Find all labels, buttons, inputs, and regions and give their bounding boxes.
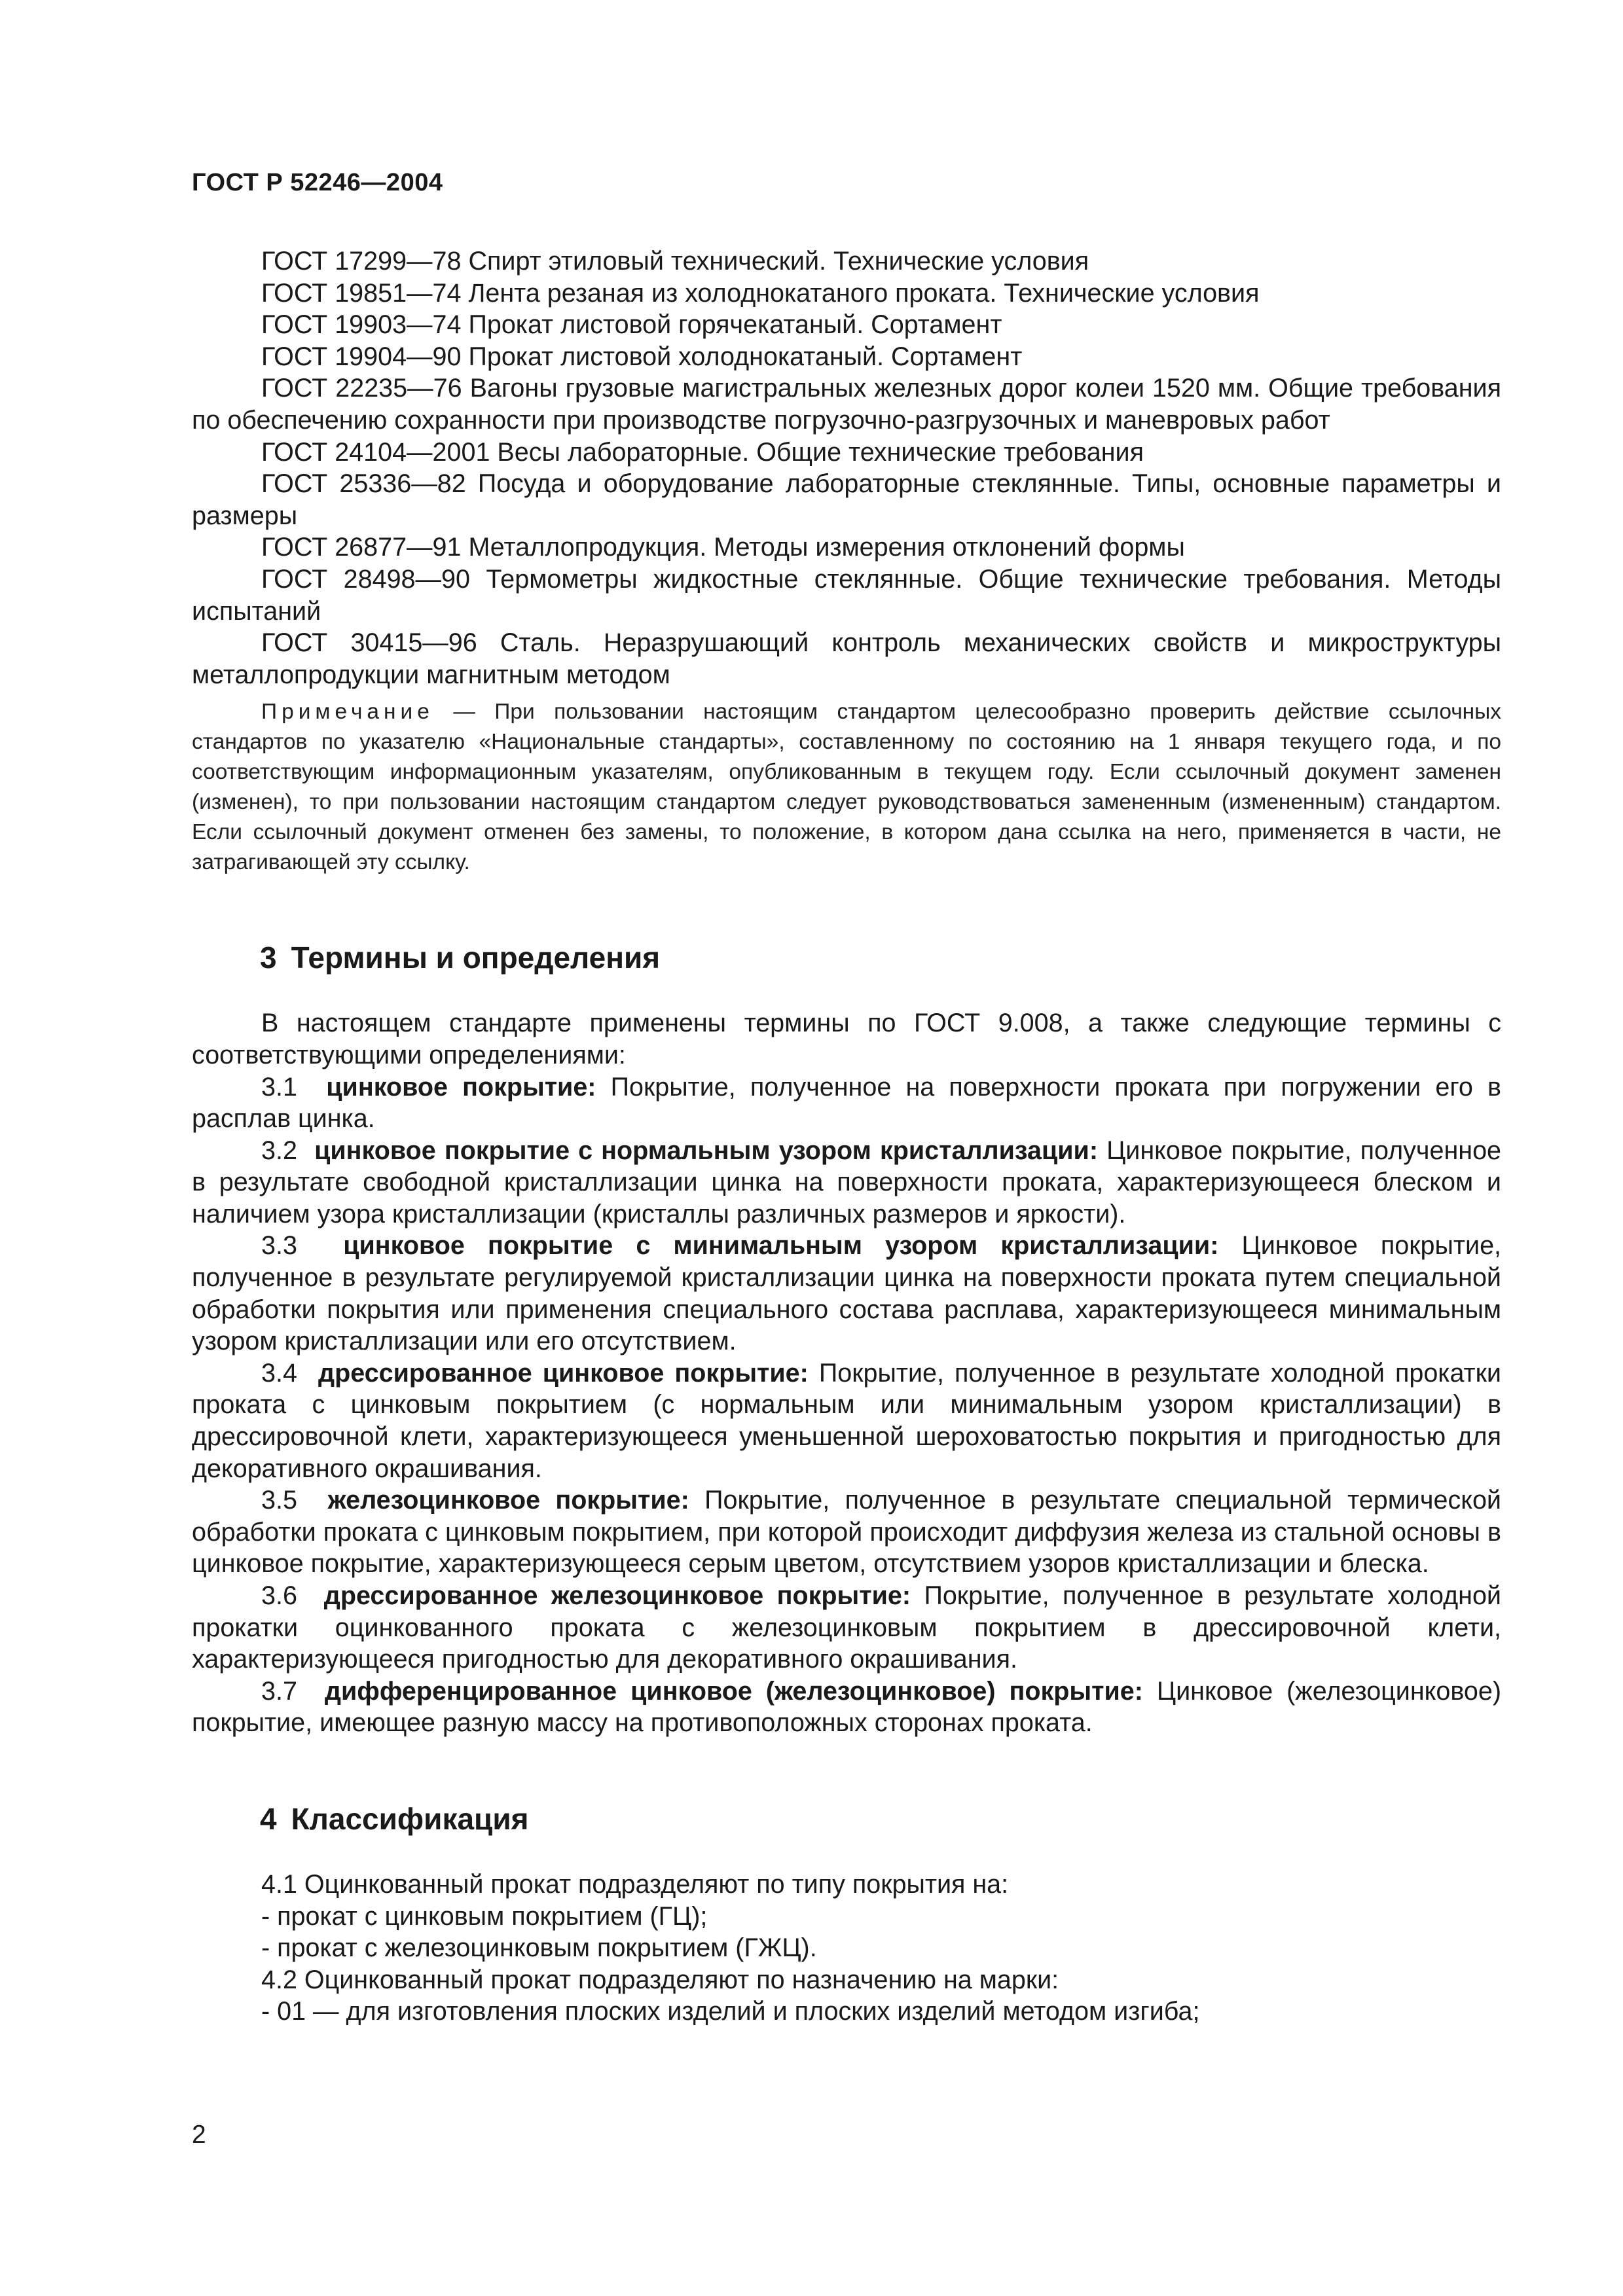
- reference-item: ГОСТ 26877—91 Металлопродукция. Методы измерения отклонений формы: [261, 533, 1185, 562]
- reference-item: ГОСТ 25336—82 Посуда и оборудование лабораторные стеклянные. Типы, основные параметры и размеры: [192, 469, 1501, 530]
- term-name: дрессированное цинковое покрытие:: [318, 1358, 809, 1388]
- term-number: 3.1: [261, 1072, 297, 1102]
- term-name: дрессированное железоцинковое покрытие:: [323, 1581, 911, 1610]
- note-label: Примечание: [261, 700, 434, 725]
- term-definition: [192, 1580, 1501, 1676]
- section-3-intro: В настоящем стандарте применены термины по ГОСТ 9.008, а также следующие термины с соответствующими определениями:: [192, 1009, 1501, 1069]
- term-name: дифференцированное цинковое (железоцинковое) покрытие:: [324, 1676, 1143, 1706]
- reference-item: ГОСТ 22235—76 Вагоны грузовые магистральных железных дорог колеи 1520 мм. Общие требования по обеспечению сохранности при производстве погрузочно-разгрузочных и маневровых работ: [192, 374, 1501, 435]
- reference-item: ГОСТ 19903—74 Прокат листовой горячекатаный. Сортамент: [261, 310, 1002, 340]
- term-name: цинковое покрытие с минимальным узором кристаллизации:: [343, 1231, 1219, 1261]
- page-header: ГОСТ Р 52246—2004: [192, 169, 443, 196]
- page-number: 2: [192, 2121, 206, 2149]
- term-number: 3.2: [261, 1136, 297, 1165]
- reference-item: ГОСТ 19904—90 Прокат листовой холоднокатаный. Сортамент: [261, 342, 1023, 371]
- section-4-heading: [260, 1801, 1501, 1837]
- classification-line: - 01 — для изготовления плоских изделий и плоских изделий методом изгиба;: [261, 1997, 1200, 2026]
- reference-item: ГОСТ 19851—74 Лента резаная из холоднокатаного проката. Технические условия: [261, 278, 1260, 308]
- term-name: цинковое покрытие с нормальным узором кристаллизации:: [314, 1136, 1098, 1165]
- section-number: 4: [260, 1801, 277, 1836]
- term-text: Покрытие, полученное в результате специальной термической обработки проката с цинковым покрытием, при которой происходит диффузия железа из стальной основы в цинковое покрытие, характеризующееся серым цветом, отсутствием узоров кристаллизации и блеска.: [192, 1486, 1501, 1579]
- classification-line: - прокат с железоцинковым покрытием (ГЖЦ).: [261, 1933, 817, 1963]
- classification-line: 4.2 Оцинкованный прокат подразделяют по назначению на марки:: [261, 1965, 1059, 1994]
- term-number: 3.5: [261, 1486, 297, 1515]
- term-definition: [192, 1676, 1501, 1739]
- term-definition: [192, 1135, 1501, 1230]
- term-text: Покрытие, полученное на поверхности проката при погружении его в расплав цинка.: [192, 1072, 1501, 1134]
- reference-item: ГОСТ 30415—96 Сталь. Неразрушающий контроль механических свойств и микроструктуры металлопродукции магнитным методом: [192, 628, 1501, 689]
- term-text: Цинковое покрытие, полученное в результате регулируемой кристаллизации цинка на поверхности проката путем специальной обработки покрытия или применения специального состава расплава, характеризующееся минимальным узором кристаллизации или его отсутствием.: [192, 1231, 1502, 1356]
- term-number: 3.4: [261, 1358, 297, 1388]
- term-number: 3.3: [261, 1231, 297, 1261]
- term-text: Покрытие, полученное в результате холодной прокатки оцинкованного проката с железоцинковым покрытием в дрессировочной клети, характеризующееся пригодностью для декоративного окрашивания.: [192, 1581, 1501, 1674]
- term-text: Цинковое покрытие, полученное в результате свободной кристаллизации цинка на поверхности проката, характеризующееся блеском и наличием узора кристаллизации (кристаллы различных размеров и яркости).: [192, 1136, 1502, 1229]
- note-text: — При пользовании настоящим стандартом целесообразно проверить действие ссылочных стандартов по указателю «Национальные стандарты», составленному по состоянию на 1 января текущего года, и по соответствующим информационным указателям, опубликованным в текущем году. Если ссылочный документ заменен (изменен), то при пользовании настоящим стандартом следует руководствоваться замененным (измененным) стандартом. Если ссылочный документ отменен без замены, то положение, в котором дана ссылка на него, применяется в части, не затрагивающей эту ссылку.: [192, 700, 1501, 875]
- term-name: цинковое покрытие:: [326, 1072, 596, 1102]
- section-title: Классификация: [291, 1801, 529, 1836]
- classification-line: - прокат с цинковым покрытием (ГЦ);: [261, 1901, 708, 1931]
- note-paragraph: [192, 697, 1501, 878]
- reference-item: ГОСТ 17299—78 Спирт этиловый технический. Технические условия: [261, 247, 1089, 276]
- term-text: Цинковое (железоцинковое) покрытие, имеющее разную массу на противоположных сторонах проката.: [192, 1676, 1501, 1738]
- term-text: Покрытие, полученное в результате холодной прокатки проката с цинковым покрытием (с нормальным или минимальным узором кристаллизации) в дрессировочной клети, характеризующееся уменьшенной шероховатостью покрытия и пригодностью для декоративного окрашивания.: [192, 1358, 1501, 1483]
- term-definition: [192, 1357, 1501, 1484]
- reference-item: ГОСТ 24104—2001 Весы лабораторные. Общие технические требования: [261, 437, 1144, 467]
- normative-references-list: [192, 245, 1501, 691]
- page-content: [192, 245, 1501, 2028]
- term-name: железоцинковое покрытие:: [327, 1486, 689, 1515]
- section-3-heading: [260, 939, 1501, 976]
- classification-line: 4.1 Оцинкованный прокат подразделяют по типу покрытия на:: [261, 1869, 1009, 1899]
- section-number: 3: [260, 941, 277, 975]
- section-title: Термины и определения: [291, 941, 661, 975]
- term-definition: [192, 1071, 1501, 1135]
- term-number: 3.7: [261, 1676, 297, 1706]
- reference-item: ГОСТ 28498—90 Термометры жидкостные стеклянные. Общие технические требования. Методы испытаний: [192, 564, 1501, 626]
- term-definition: [192, 1484, 1501, 1580]
- term-definition: [192, 1230, 1501, 1357]
- term-number: 3.6: [261, 1581, 297, 1610]
